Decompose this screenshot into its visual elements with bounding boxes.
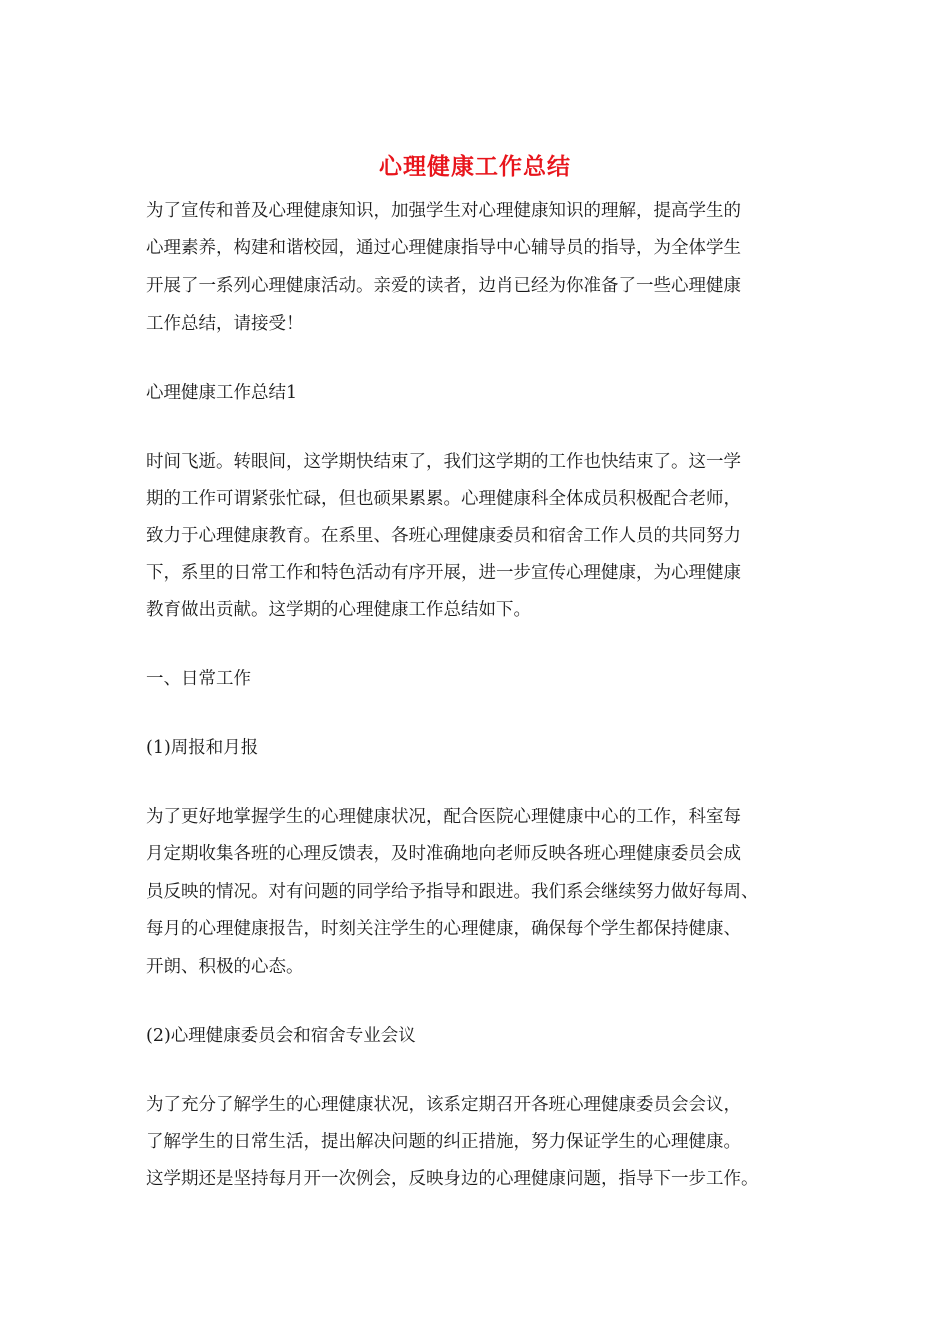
paragraph-1-line-2: 期的工作可谓紧张忙碌，但也硕果累累。心理健康科全体成员积极配合老师，	[146, 489, 741, 509]
paragraph-3-line-1: 为了充分了解学生的心理健康状况，该系定期召开各班心理健康委员会会议，	[146, 1095, 741, 1115]
paragraph-2-line-3: 员反映的情况。对有问题的同学给予指导和跟进。我们系会继续努力做好每周、	[146, 882, 759, 902]
document-title: 心理健康工作总结	[379, 153, 571, 180]
paragraph-2-line-1: 为了更好地掌握学生的心理健康状况，配合医院心理健康中心的工作，科室每	[146, 807, 741, 827]
paragraph-3-line-2: 了解学生的日常生活，提出解决问题的纠正措施，努力保证学生的心理健康。	[146, 1132, 741, 1152]
section-heading-1: 心理健康工作总结1	[146, 383, 298, 403]
paragraph-1-line-5: 教育做出贡献。这学期的心理健康工作总结如下。	[146, 600, 531, 620]
paragraph-2-line-5: 开朗、积极的心态。	[146, 957, 304, 977]
paragraph-1-line-4: 下，系里的日常工作和特色活动有序开展，进一步宣传心理健康，为心理健康	[146, 563, 741, 583]
subheading-committee-meeting: (2)心理健康委员会和宿舍专业会议	[146, 1026, 416, 1046]
paragraph-2-line-4: 每月的心理健康报告，时刻关注学生的心理健康，确保每个学生都保持健康、	[146, 919, 741, 939]
intro-line-3: 开展了一系列心理健康活动。亲爱的读者，边肖已经为你准备了一些心理健康	[146, 276, 741, 296]
paragraph-2-line-2: 月定期收集各班的心理反馈表，及时准确地向老师反映各班心理健康委员会成	[146, 844, 741, 864]
heading-daily-work: 一、日常工作	[146, 669, 251, 689]
subheading-weekly-monthly: (1)周报和月报	[146, 738, 259, 758]
paragraph-1-line-3: 致力于心理健康教育。在系里、各班心理健康委员和宿舍工作人员的共同努力	[146, 526, 741, 546]
intro-line-2: 心理素养，构建和谐校园，通过心理健康指导中心辅导员的指导，为全体学生	[146, 238, 741, 258]
intro-line-4: 工作总结，请接受！	[146, 314, 304, 334]
intro-line-1: 为了宣传和普及心理健康知识，加强学生对心理健康知识的理解，提高学生的	[146, 201, 741, 221]
paragraph-3-line-3: 这学期还是坚持每月开一次例会，反映身边的心理健康问题，指导下一步工作。	[146, 1169, 759, 1189]
paragraph-1-line-1: 时间飞逝。转眼间，这学期快结束了，我们这学期的工作也快结束了。这一学	[146, 452, 741, 472]
